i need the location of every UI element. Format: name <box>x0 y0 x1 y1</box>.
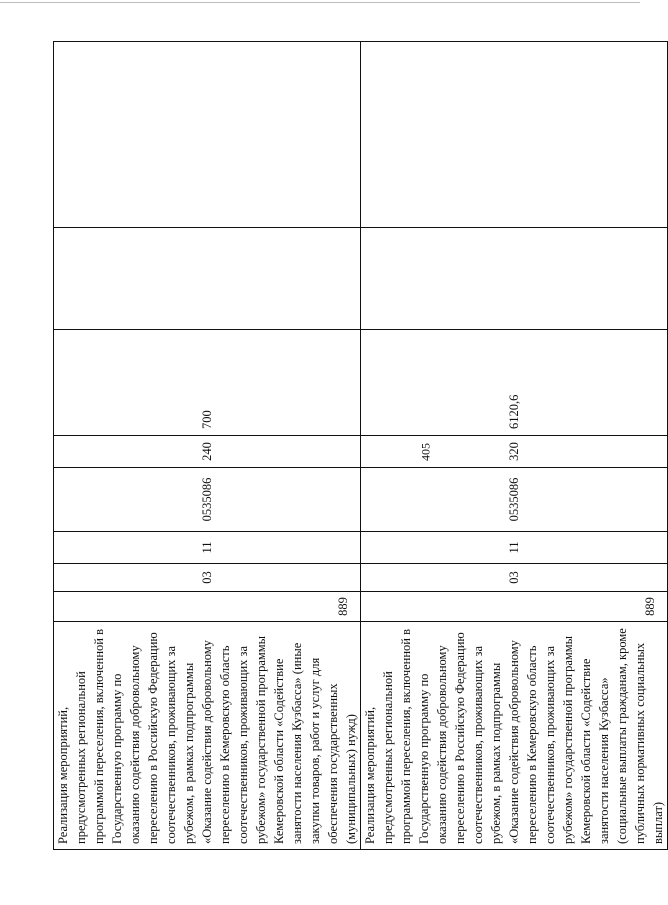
empty-cell <box>361 228 668 330</box>
target-code-cell: 0535086 <box>361 468 668 532</box>
scan-edge-line <box>0 2 640 3</box>
empty-cell <box>54 228 361 330</box>
ministry-code-cell: 889 <box>54 592 361 622</box>
expense-type-code-cell: 240 <box>54 436 361 468</box>
target-code-cell: 0535086 <box>54 468 361 532</box>
empty-cell <box>361 42 668 228</box>
budget-table-rotated <box>53 42 665 850</box>
table-row <box>361 42 668 850</box>
section-code-cell: 03 <box>54 564 361 592</box>
page-number: 405 <box>418 443 433 461</box>
table-row <box>54 42 361 850</box>
ministry-code-cell: 889 <box>361 592 668 622</box>
subsection-code-cell: 11 <box>54 532 361 564</box>
subsection-code-cell: 11 <box>361 532 668 564</box>
row-name-cell: Реализация мероприятий, предусмотренных региональной программой переселения, включенной в Государственную программу по оказанию содействия добровольному переселению в Российскую Федерацию соотечественников, проживающих за рубежом, в рамках подпрограммы «Оказание содействия добровольному переселению в Кемеровскую область соотечественников, проживающих за рубежом» государственной программы Кемеровской области «Содействие занятости населения Кузбасса» (социальные выплаты гражданам, кроме публичных нормативных социальных выплат) <box>361 622 668 850</box>
amount-cell: 700 <box>54 330 361 436</box>
budget-table <box>53 41 668 850</box>
amount-cell: 6120,6 <box>361 330 668 436</box>
empty-cell <box>54 42 361 228</box>
expense-type-code-cell: 320 <box>361 436 668 468</box>
row-name-cell: Реализация мероприятий, предусмотренных региональной программой переселения, включенной в Государственную программу по оказанию содействия добровольному переселению в Российскую Федерацию соотечественников, проживающих за рубежом, в рамках подпрограммы «Оказание содействия добровольному переселению в Кемеровскую область соотечественников, проживающих за рубежом» государственной программы Кемеровской области «Содействие занятости населения Кузбасса» (иные закупки товаров, работ и услуг для обеспечения государственных (муниципальных) нужд) <box>54 622 361 850</box>
section-code-cell: 03 <box>361 564 668 592</box>
